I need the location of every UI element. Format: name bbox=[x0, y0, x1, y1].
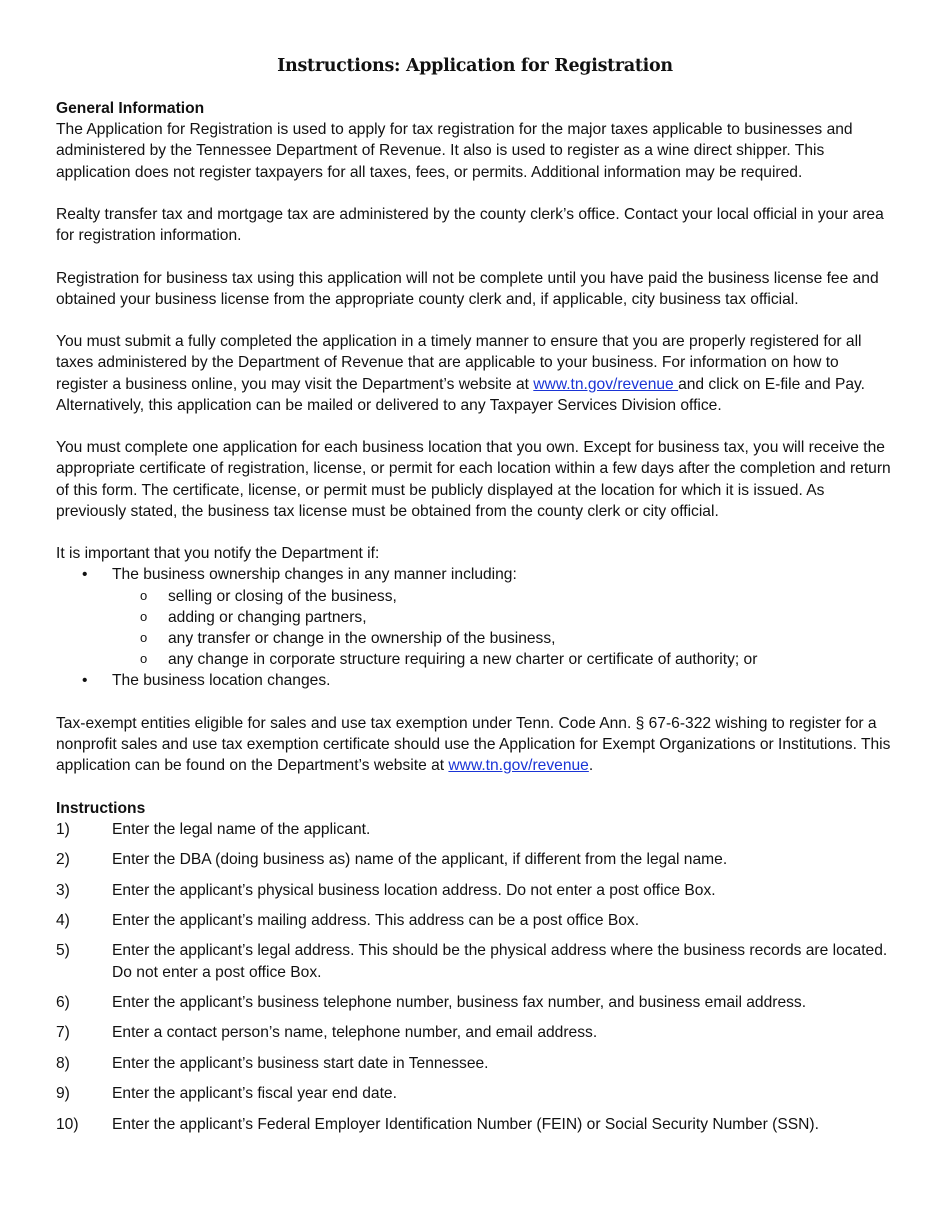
paragraph-text: Tax-exempt entities eligible for sales and use tax exemption under Tenn. Code Ann. § 67-6-322 wishing to register for a nonprofit sales and use tax exemption certificate should use the Application for Exempt Organizations or Institutions. This application can be found on the Department’s website at bbox=[56, 714, 891, 775]
instruction-number: 9) bbox=[56, 1085, 70, 1103]
notify-list bbox=[56, 564, 894, 691]
list-item-text: The business ownership changes in any manner including: bbox=[112, 566, 517, 584]
paragraph-text: . bbox=[588, 757, 594, 775]
instruction-text: Enter the applicant’s Federal Employer Identification Number (FEIN) or Social Security Number (SSN). bbox=[112, 1115, 819, 1133]
instruction-item bbox=[56, 1053, 894, 1074]
list-item bbox=[56, 670, 894, 691]
instruction-number: 2) bbox=[56, 851, 70, 869]
sub-list-item-text: any transfer or change in the ownership of the business, bbox=[168, 630, 556, 647]
instruction-item bbox=[56, 910, 894, 931]
general-information-heading: General Information bbox=[56, 100, 205, 117]
instruction-text: Enter the applicant’s business telephone number, business fax number, and business email address. bbox=[112, 993, 807, 1011]
bullet-icon: • bbox=[82, 672, 88, 690]
sub-list bbox=[56, 586, 894, 671]
instruction-number: 8) bbox=[56, 1054, 70, 1072]
instruction-text: Enter the legal name of the applicant. bbox=[112, 820, 371, 838]
revenue-website-link[interactable]: www.tn.gov/revenue bbox=[533, 375, 679, 393]
sub-list-item bbox=[56, 628, 894, 649]
instruction-number: 3) bbox=[56, 881, 70, 899]
instruction-number: 7) bbox=[56, 1024, 70, 1042]
instruction-text: Enter the applicant’s legal address. This should be the physical address where the business records are located. Do not enter a post office Box. bbox=[112, 942, 888, 981]
paragraph-business-location: You must complete one application for each business location that you own. Except for business tax, you will receive the appropriate certificate of registration, license, or permit for each location within a few days after the completion and return of this form. The certificate, license, or permit must be publicly displayed at the location for which it is issued. As previously stated, the business tax license must be obtained from the county clerk or city official. bbox=[56, 439, 891, 520]
instructions-heading: Instructions bbox=[56, 799, 146, 817]
sub-list-item bbox=[56, 649, 894, 670]
circle-bullet-icon: o bbox=[140, 587, 148, 603]
paragraph-text: and click on E-file and Pay. Alternatively, this application can be mailed or delivered to any Taxpayer Services Division office. bbox=[56, 375, 865, 414]
instruction-item bbox=[56, 940, 894, 982]
instruction-text: Enter a contact person’s name, telephone number, and email address. bbox=[112, 1024, 598, 1042]
list-item bbox=[56, 564, 894, 585]
list-item-text: The business location changes. bbox=[112, 672, 331, 690]
circle-bullet-icon: o bbox=[140, 651, 148, 667]
paragraph-text: You must submit a fully completed the application in a timely manner to ensure that you are properly registered for all taxes administered by the Department of Revenue that are applicable to your business. For information on how to register a business online, you may visit the Department’s website at bbox=[56, 333, 862, 393]
document-page bbox=[56, 54, 894, 1144]
revenue-website-link[interactable]: www.tn.gov/revenue bbox=[448, 757, 589, 775]
instruction-item bbox=[56, 880, 894, 901]
page-title: Instructions: Application for Registration bbox=[277, 56, 673, 76]
instruction-item bbox=[56, 992, 894, 1013]
instruction-number: 10) bbox=[56, 1115, 79, 1133]
circle-bullet-icon: o bbox=[140, 608, 148, 624]
sub-list-item-text: selling or closing of the business, bbox=[168, 587, 397, 605]
paragraph-tax-exempt bbox=[56, 713, 894, 777]
sub-list-item-text: any change in corporate structure requiring a new charter or certificate of authority; or bbox=[168, 651, 758, 669]
notify-intro: It is important that you notify the Department if: bbox=[56, 545, 380, 563]
sub-list-item bbox=[56, 607, 894, 628]
instruction-text: Enter the applicant’s mailing address. This address can be a post office Box. bbox=[112, 911, 640, 929]
instruction-text: Enter the applicant’s business start date in Tennessee. bbox=[112, 1054, 489, 1072]
instruction-text: Enter the applicant’s physical business location address. Do not enter a post office Box. bbox=[112, 881, 716, 899]
instruction-item bbox=[56, 1083, 894, 1104]
instruction-item bbox=[56, 819, 894, 840]
instruction-text: Enter the applicant’s fiscal year end date. bbox=[112, 1085, 397, 1103]
instruction-number: 1) bbox=[56, 820, 70, 838]
paragraph-business-tax: Registration for business tax using this application will not be complete until you have paid the business license fee and obtained your business license from the appropriate county clerk and, if applicable, city business tax official. bbox=[56, 269, 879, 308]
sub-list-item bbox=[56, 586, 894, 607]
instruction-number: 4) bbox=[56, 911, 70, 929]
instruction-number: 5) bbox=[56, 942, 70, 960]
instruction-number: 6) bbox=[56, 993, 70, 1011]
paragraph-submit-online bbox=[56, 331, 894, 416]
instruction-item bbox=[56, 1114, 894, 1135]
circle-bullet-icon: o bbox=[140, 630, 148, 645]
instructions-list bbox=[56, 819, 894, 1135]
instruction-text: Enter the DBA (doing business as) name of the applicant, if different from the legal name. bbox=[112, 851, 728, 869]
sub-list-item-text: adding or changing partners, bbox=[168, 608, 367, 626]
instruction-item bbox=[56, 849, 894, 870]
bullet-icon: • bbox=[82, 566, 88, 584]
paragraph-purpose: The Application for Registration is used to apply for tax registration for the major taxes applicable to businesses and administered by the Tennessee Department of Revenue. It also is used to register as a wine direct shipper. This application does not register taxpayers for all taxes, fees, or permits. Additional information may be required. bbox=[56, 121, 853, 181]
instruction-item bbox=[56, 1022, 894, 1043]
paragraph-realty-tax: Realty transfer tax and mortgage tax are administered by the county clerk’s office. Contact your local official in your area for registration information. bbox=[56, 206, 884, 245]
